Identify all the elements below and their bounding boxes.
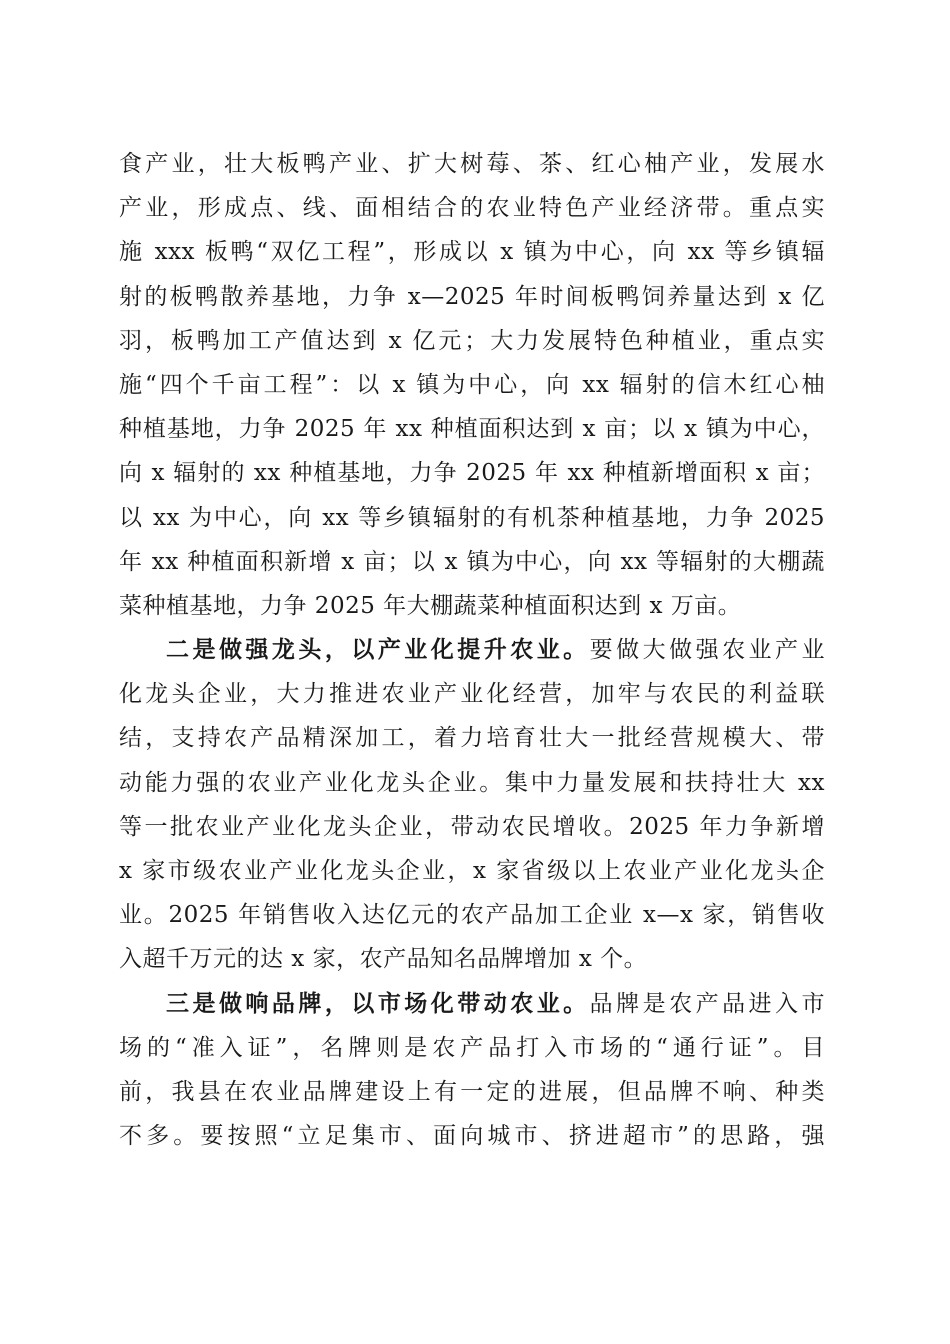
text-line: 场的“准入证”，名牌则是农产品打入市场的“通行证”。目: [119, 1034, 825, 1061]
text-line: 施 xxx 板鸭“双亿工程”，形成以 x 镇为中心，向 xx 等乡镇辐: [119, 239, 825, 266]
text-line: 入超千万元的达 x 家，农产品知名品牌增加 x 个。: [119, 946, 648, 973]
text-span: 品牌是农产品进入市: [589, 990, 826, 1017]
text-line: 产业，形成点、线、面相结合的农业特色产业经济带。重点实: [119, 195, 825, 222]
text-line: 等一批农业产业化龙头企业，带动农民增收。2025 年力争新增: [119, 813, 825, 840]
paragraph-heading: 三是做响品牌，以市场化带动农业。: [166, 989, 590, 1017]
paragraph-first-line: [119, 628, 825, 672]
document-page: [119, 142, 825, 1158]
paragraph-three: [119, 982, 825, 1159]
text-line: 结，支持农产品精深加工，着力培育壮大一批经营规模大、带: [119, 725, 825, 752]
paragraph-first-line: [119, 982, 825, 1026]
paragraph-two: [119, 628, 825, 982]
text-line: 以 xx 为中心，向 xx 等乡镇辐射的有机茶种植基地，力争 2025: [119, 504, 825, 531]
text-line: 菜种植基地，力争 2025 年大棚蔬菜种植面积达到 x 万亩。: [119, 592, 742, 619]
text-line: 羽，板鸭加工产值达到 x 亿元；大力发展特色种植业，重点实: [119, 327, 825, 354]
text-line: 向 x 辐射的 xx 种植基地，力争 2025 年 xx 种植新增面积 x 亩；: [119, 460, 825, 487]
text-line: 射的板鸭散养基地，力争 x—2025 年时间板鸭饲养量达到 x 亿: [119, 283, 825, 310]
text-line: 不多。要按照“立足集市、面向城市、挤进超市”的思路，强: [119, 1123, 825, 1150]
text-line: 业。2025 年销售收入达亿元的农产品加工企业 x—x 家，销售收: [119, 902, 825, 929]
text-line: 动能力强的农业产业化龙头企业。集中力量发展和扶持壮大 xx: [119, 769, 825, 796]
text-line: 食产业，壮大板鸭产业、扩大树莓、茶、红心柚产业，发展水: [119, 151, 825, 177]
paragraph-continued: [119, 142, 825, 628]
text-line: 种植基地，力争 2025 年 xx 种植面积达到 x 亩；以 x 镇为中心，: [119, 416, 825, 443]
text-line: 施“四个千亩工程”：以 x 镇为中心，向 xx 辐射的信木红心柚: [119, 371, 825, 398]
text-line: 前，我县在农业品牌建设上有一定的进展，但品牌不响、种类: [119, 1078, 825, 1105]
text-line: 年 xx 种植面积新增 x 亩；以 x 镇为中心，向 xx 等辐射的大棚蔬: [119, 548, 825, 575]
text-line: 化龙头企业，大力推进农业产业化经营，加牢与农民的利益联: [119, 681, 825, 708]
paragraph-heading: 二是做强龙头，以产业化提升农业。: [166, 636, 590, 664]
text-span: 要做大做强农业产业: [589, 637, 826, 664]
text-line: x 家市级农业产业化龙头企业，x 家省级以上农业产业化龙头企: [119, 858, 825, 884]
